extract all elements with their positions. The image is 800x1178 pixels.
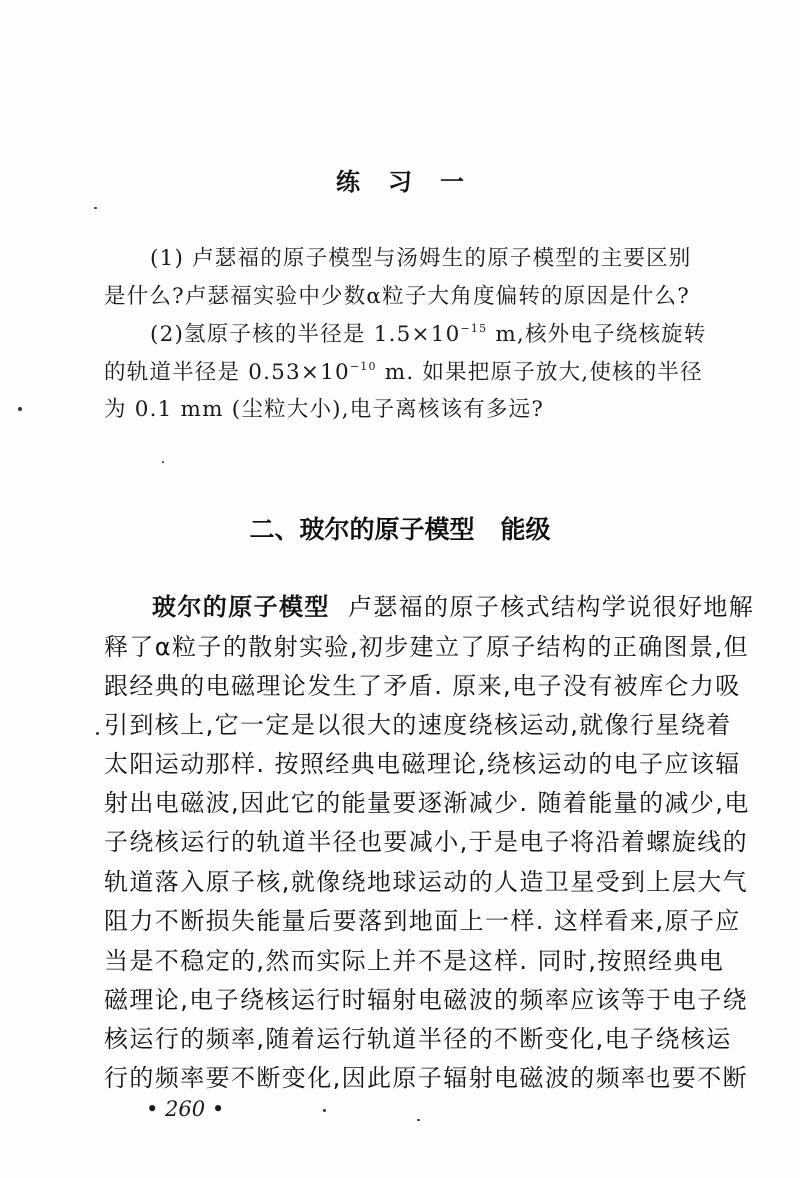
body-line-2: 释了α粒子的散射实验,初步建立了原子结构的正确图景,但 (104, 633, 749, 661)
run-in-heading: 玻尔的原子模型 (152, 593, 330, 621)
body-line-13: 行的频率要不断变化,因此原子辐射电磁波的频率也要不断 (104, 1064, 749, 1092)
q2-line1-text-b: m,核外电子绕核旋转 (487, 322, 707, 347)
body-line-10: 当是不稳定的,然而实际上并不是这样. 同时,按照经典电 (104, 947, 725, 975)
exercise-q1-line-1: (1) 卢瑟福的原子模型与汤姆生的原子模型的主要区别 (150, 246, 692, 271)
q2-line1-exponent: −15 (460, 322, 488, 335)
scan-speck (323, 1109, 326, 1112)
body-line-3: 跟经典的电磁理论发生了矛盾. 原来,电子没有被库仑力吸 (104, 672, 741, 700)
q2-line2-text-a: 的轨道半径是 0.53×10 (104, 360, 350, 385)
q2-line1-text-a: (2)氢原子核的半径是 1.5×10 (150, 322, 461, 347)
scan-speck (96, 732, 99, 735)
body-line-8: 轨道落入原子核,就像绕地球运动的人造卫星受到上层大气 (104, 868, 749, 896)
body-line-4: 引到核上,它一定是以很大的速度绕核运动,就像行星绕着 (104, 711, 732, 739)
body-line-7: 子绕核运行的轨道半径也要减小,于是电子将沿着螺旋线的 (104, 828, 749, 856)
exercise-title: 练习一 (336, 168, 492, 196)
body-line-1-text: 卢瑟福的原子核式结构学说很好地解 (347, 593, 755, 621)
page-number: • 260 • (146, 1097, 225, 1121)
body-line-12: 核运行的频率,随着运行轨道半径的不断变化,电子绕核运 (104, 1025, 732, 1053)
scan-speck (417, 1119, 420, 1121)
scan-speck (162, 461, 164, 463)
exercise-q2-line-1 (150, 320, 770, 350)
exercise-q1-line-2: 是什么?卢瑟福实验中少数α粒子大角度偏转的原因是什么? (104, 284, 690, 309)
body-line-1 (152, 591, 772, 623)
exercise-q2-line-2 (104, 358, 724, 388)
q2-line2-text-b: m. 如果把原子放大,使核的半径 (376, 360, 703, 385)
scan-speck (94, 207, 97, 209)
exercise-q2-line-3: 为 0.1 mm (尘粒大小),电子离核该有多远? (104, 397, 545, 422)
q2-line2-exponent: −10 (349, 360, 377, 373)
body-line-9: 阻力不断损失能量后要落到地面上一样. 这样看来,原子应 (104, 907, 741, 935)
section-title: 二、玻尔的原子模型 能级 (249, 515, 551, 544)
scan-speck (18, 407, 22, 411)
body-line-6: 射出电磁波,因此它的能量要逐渐减少. 随着能量的减少,电 (104, 789, 750, 817)
body-line-11: 磁理论,电子绕核运行时辐射电磁波的频率应该等于电子绕 (104, 986, 749, 1014)
body-line-5: 太阳运动那样. 按照经典电磁理论,绕核运动的电子应该辐 (104, 750, 741, 778)
